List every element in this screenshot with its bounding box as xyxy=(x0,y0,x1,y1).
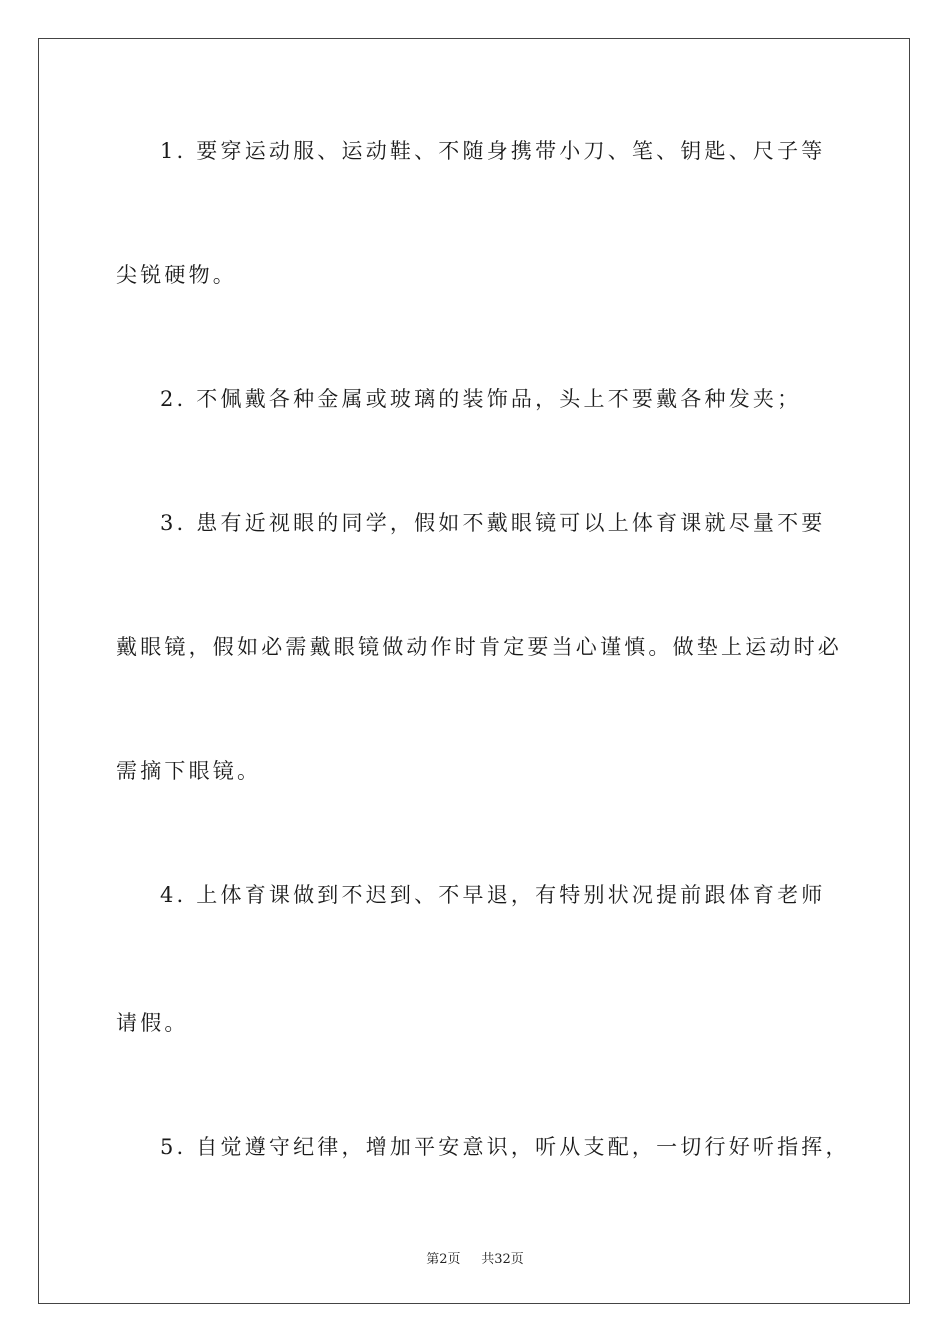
paragraph-4-line-1: 4. 上体育课做到不迟到、不早退，有特别状况提前跟体育老师 xyxy=(160,883,826,907)
paragraph-3-line-3: 需摘下眼镜。 xyxy=(116,759,262,783)
paragraph-2-line-1: 2. 不佩戴各种金属或玻璃的装饰品，头上不要戴各种发夹； xyxy=(160,387,802,411)
page-total: 共32页 xyxy=(481,1252,524,1267)
paragraph-5-line-1: 5. 自觉遵守纪律，增加平安意识，听从支配，一切行好听指挥， xyxy=(160,1135,850,1159)
page-border xyxy=(38,38,910,1304)
paragraph-1-line-2: 尖锐硬物。 xyxy=(116,263,237,287)
page-number: 第2页 xyxy=(426,1252,461,1267)
paragraph-4-line-2: 请假。 xyxy=(116,1011,189,1035)
paragraph-3-line-1: 3. 患有近视眼的同学，假如不戴眼镜可以上体育课就尽量不要 xyxy=(160,511,826,535)
page-footer xyxy=(0,1248,950,1267)
paragraph-3-line-2: 戴眼镜，假如必需戴眼镜做动作时肯定要当心谨慎。做垫上运动时必 xyxy=(116,635,842,659)
paragraph-1-line-1: 1. 要穿运动服、运动鞋、不随身携带小刀、笔、钥匙、尺子等 xyxy=(160,139,826,163)
